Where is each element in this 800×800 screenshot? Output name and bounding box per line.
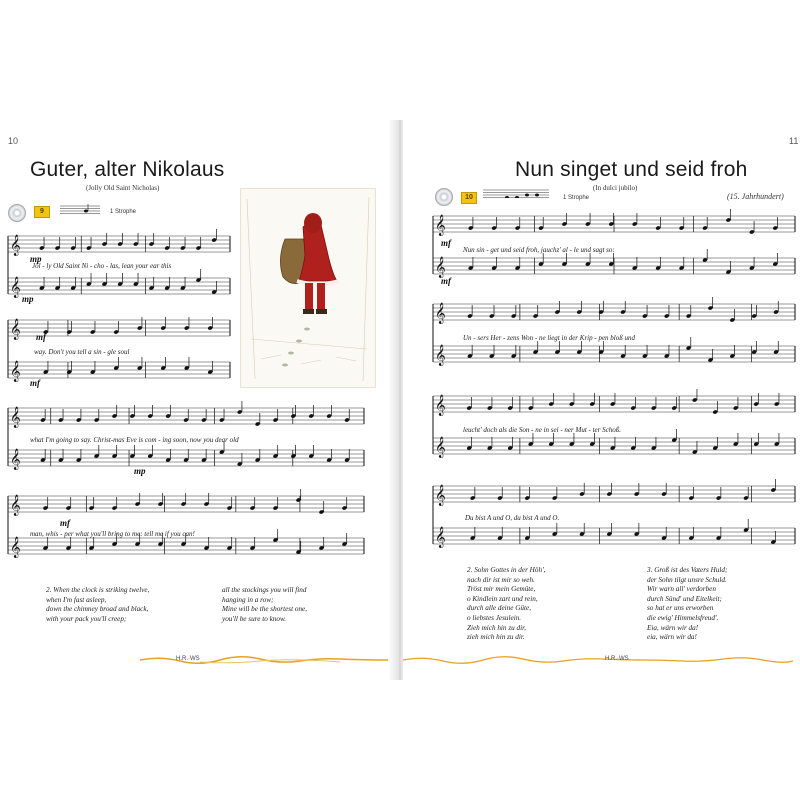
page-number-left: 10 — [8, 136, 19, 146]
song-title-right: Nun singet und seid froh — [515, 158, 748, 181]
lyric-line: leucht' doch als die Son - ne in sei - ner Mut - ter Schoß. — [463, 426, 621, 434]
incipit-staff — [60, 204, 100, 214]
lyric-line: Un - sers Her - zens Won - ne liegt in der Krip - pen bloß und — [463, 334, 636, 342]
treble-clef: 𝄞 — [10, 235, 21, 256]
songbook-spread — [0, 120, 800, 680]
incipit-staff — [483, 188, 549, 198]
music-system-5 — [433, 212, 795, 292]
treble-clef: 𝄞 — [435, 395, 446, 416]
treble-clef: 𝄞 — [435, 303, 446, 324]
music-system-2 — [8, 316, 230, 396]
lyric-line: Jol - ly Old Saint Ni - cho - las, lean your ear this — [32, 262, 172, 270]
dynamic-mark: mp — [30, 254, 42, 264]
strophe-label-right: 1 Strophe — [563, 195, 590, 201]
music-system-1 — [8, 232, 230, 312]
lyric-line: Du bist A und O, du bist A und O. — [465, 514, 560, 522]
treble-clef: 𝄞 — [435, 215, 446, 236]
treble-clef: 𝄞 — [10, 449, 21, 470]
dynamic-mark: mp — [134, 466, 146, 476]
lyric-line: what I'm going to say. Christ-mas Eve is com - ing soon, now you dear old — [30, 436, 239, 444]
santa-child-illustration — [240, 188, 376, 388]
song-era: (15. Jahrhundert) — [727, 192, 784, 201]
treble-clef: 𝄞 — [10, 495, 21, 516]
dynamic-mark: mf — [36, 332, 46, 342]
music-system-3 — [8, 404, 364, 484]
dynamic-mark: mp — [22, 294, 34, 304]
treble-clef: 𝄞 — [10, 361, 21, 382]
page-number-right: 11 — [789, 136, 799, 146]
left-page — [0, 120, 397, 680]
cd-track-badge: 9 — [34, 206, 50, 218]
verse-3: 3. Groß ist des Vaters Huld; der Sohn tilgt unsre Schuld. Wir warn all' verdorben durch Sünd' und Eitelkeit; so hat er uns erworben die ewig' Himmelsfreud'. Eia, wärn wir da! eia, wärn wir da! — [647, 566, 728, 642]
cd-icon — [8, 204, 26, 222]
treble-clef: 𝄞 — [435, 485, 446, 506]
dynamic-mark: mf — [441, 238, 451, 248]
treble-clef: 𝄞 — [435, 437, 446, 458]
decorative-footer-line — [403, 654, 793, 666]
verse-2: 2. Sohn Gottes in der Höh', nach dir ist mir so weh. Tröst mir mein Gemüte, o Kindlein zart und rein, durch alle deine Güte, o liebstes Jesulein. Zieh mich hin zu dir, zieh mich hin zu dir. — [467, 566, 546, 642]
treble-clef: 𝄞 — [10, 277, 21, 298]
song-title-left: Guter, alter Nikolaus — [30, 158, 225, 181]
treble-clef: 𝄞 — [10, 537, 21, 558]
dynamic-mark: mf — [441, 276, 451, 286]
verse-2-column-1: 2. When the clock is striking twelve, when I'm fast asleep, down the chimney broad and black, with your pack you'll creep; — [46, 586, 150, 623]
cd-track-badge: 10 — [461, 192, 477, 204]
music-system-4 — [8, 492, 364, 572]
music-system-6 — [433, 300, 795, 380]
strophe-label-left: 1 Strophe — [110, 209, 137, 215]
dynamic-mark: mf — [60, 518, 70, 528]
treble-clef: 𝄞 — [435, 527, 446, 548]
right-page — [403, 120, 800, 680]
verse-2-column-2: all the stockings you will find hanging in a row; Mine will be the shortest one, you'll be sure to know. — [222, 586, 308, 623]
treble-clef: 𝄞 — [10, 407, 21, 428]
lyric-line: way. Don't you tell a sin - gle soul — [34, 348, 130, 356]
song-subtitle-right: (In dulci jubilo) — [593, 184, 638, 192]
lyric-line: Nun sin - get und seid froh, jauchz' al - le und sagt so: — [463, 246, 615, 254]
treble-clef: 𝄞 — [435, 345, 446, 366]
music-system-8 — [433, 482, 795, 562]
footer-mark-right: H.R.·WS — [605, 656, 629, 662]
dynamic-mark: mf — [30, 378, 40, 388]
treble-clef: 𝄞 — [10, 319, 21, 340]
footer-mark-left: H.R.·WS — [176, 656, 200, 662]
cd-icon — [435, 188, 453, 206]
music-system-7 — [433, 392, 795, 472]
lyric-line: man, whis - per what you'll bring to me: tell me if you can! — [30, 530, 195, 538]
treble-clef: 𝄞 — [435, 257, 446, 278]
song-subtitle-left: (Jolly Old Saint Nicholas) — [86, 184, 160, 192]
